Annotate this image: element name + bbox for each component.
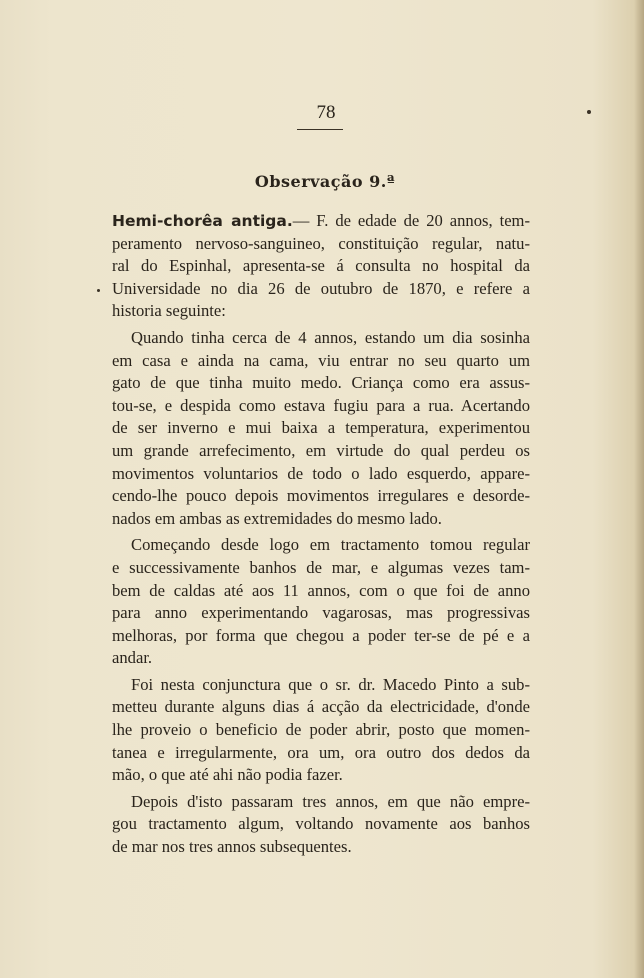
text-line: Depois d'isto passaram tres annos, em que não empre- [131, 791, 530, 811]
text-line: de ser inverno e mui baixa a temperatura, experimentou [112, 418, 530, 438]
text-line: de mar nos tres annos subsequentes. [112, 837, 352, 857]
body-text [112, 210, 530, 859]
ink-speck [587, 110, 591, 114]
text-line: cendo-lhe pouco depois movimentos irregulares e desorde- [112, 486, 530, 506]
text-line: gou tractamento algum, voltando novamente aos banhos [112, 814, 530, 834]
text-line: um grande arrefecimento, em virtude do qual perdeu os [112, 440, 530, 460]
page-number: 78 [316, 102, 336, 123]
text-line: gato de que tinha muito medo. Criança como era assus- [112, 373, 530, 393]
text-line: nados em ambas as extremidades do mesmo lado. [112, 508, 442, 528]
text-line: tanea e irregularmente, ora um, ora outro dos dedos da [112, 742, 530, 762]
text-line: lhe proveio o beneficio de poder abrir, posto que momen- [112, 720, 530, 740]
text-line: Foi nesta conjunctura que o sr. dr. Macedo Pinto a sub- [131, 674, 530, 694]
text-line: e successivamente banhos de mar, e algumas vezes tam- [112, 557, 530, 577]
text-line: metteu durante alguns dias á acção da electricidade, d'onde [112, 697, 530, 717]
page-number-rule [297, 129, 343, 130]
text-line: historia seguinte: [112, 301, 226, 321]
text-line: Universidade no dia 26 de outubro de 1870, e refere a [112, 278, 530, 298]
text-line: Quando tinha cerca de 4 annos, estando um dia sosinha [131, 327, 530, 347]
text-line: ral do Espinhal, apresenta-se á consulta no hospital da [112, 256, 530, 276]
paragraph-2 [112, 327, 530, 530]
paragraph-4 [112, 674, 530, 787]
text-line: em casa e ainda na cama, viu entrar no seu quarto um [112, 350, 530, 370]
text-line: melhoras, por forma que chegou a poder ter-se de pé e a [112, 625, 530, 645]
paragraph-lead: Hemi-chorêa antiga. [112, 212, 293, 230]
text-line: tou-se, e despida como estava fugiu para a rua. Acertando [112, 395, 530, 415]
text-line: bem de caldas até aos 11 annos, com o que foi de anno [112, 580, 530, 600]
paragraph-3 [112, 534, 530, 670]
text-line: andar. [112, 648, 153, 668]
text-line: mão, o que até ahi não podia fazer. [112, 765, 343, 785]
text-line: para anno experimentando vagarosas, mas progressivas [112, 603, 530, 623]
text-line: peramento nervoso-sanguineo, constituição regular, natu- [112, 233, 530, 253]
section-title: Observação 9.ª [254, 172, 396, 191]
page-edge-shadow [634, 0, 644, 978]
text-line: movimentos voluntarios de todo o lado esquerdo, appare- [112, 463, 530, 483]
ink-speck [97, 289, 100, 292]
paragraph-1 [112, 210, 530, 323]
paragraph-5 [112, 791, 530, 859]
text-line: Começando desde logo em tractamento tomou regular [131, 535, 530, 555]
text-line: Hemi-chorêa antiga.— F. de edade de 20 annos, tem- [112, 211, 530, 230]
